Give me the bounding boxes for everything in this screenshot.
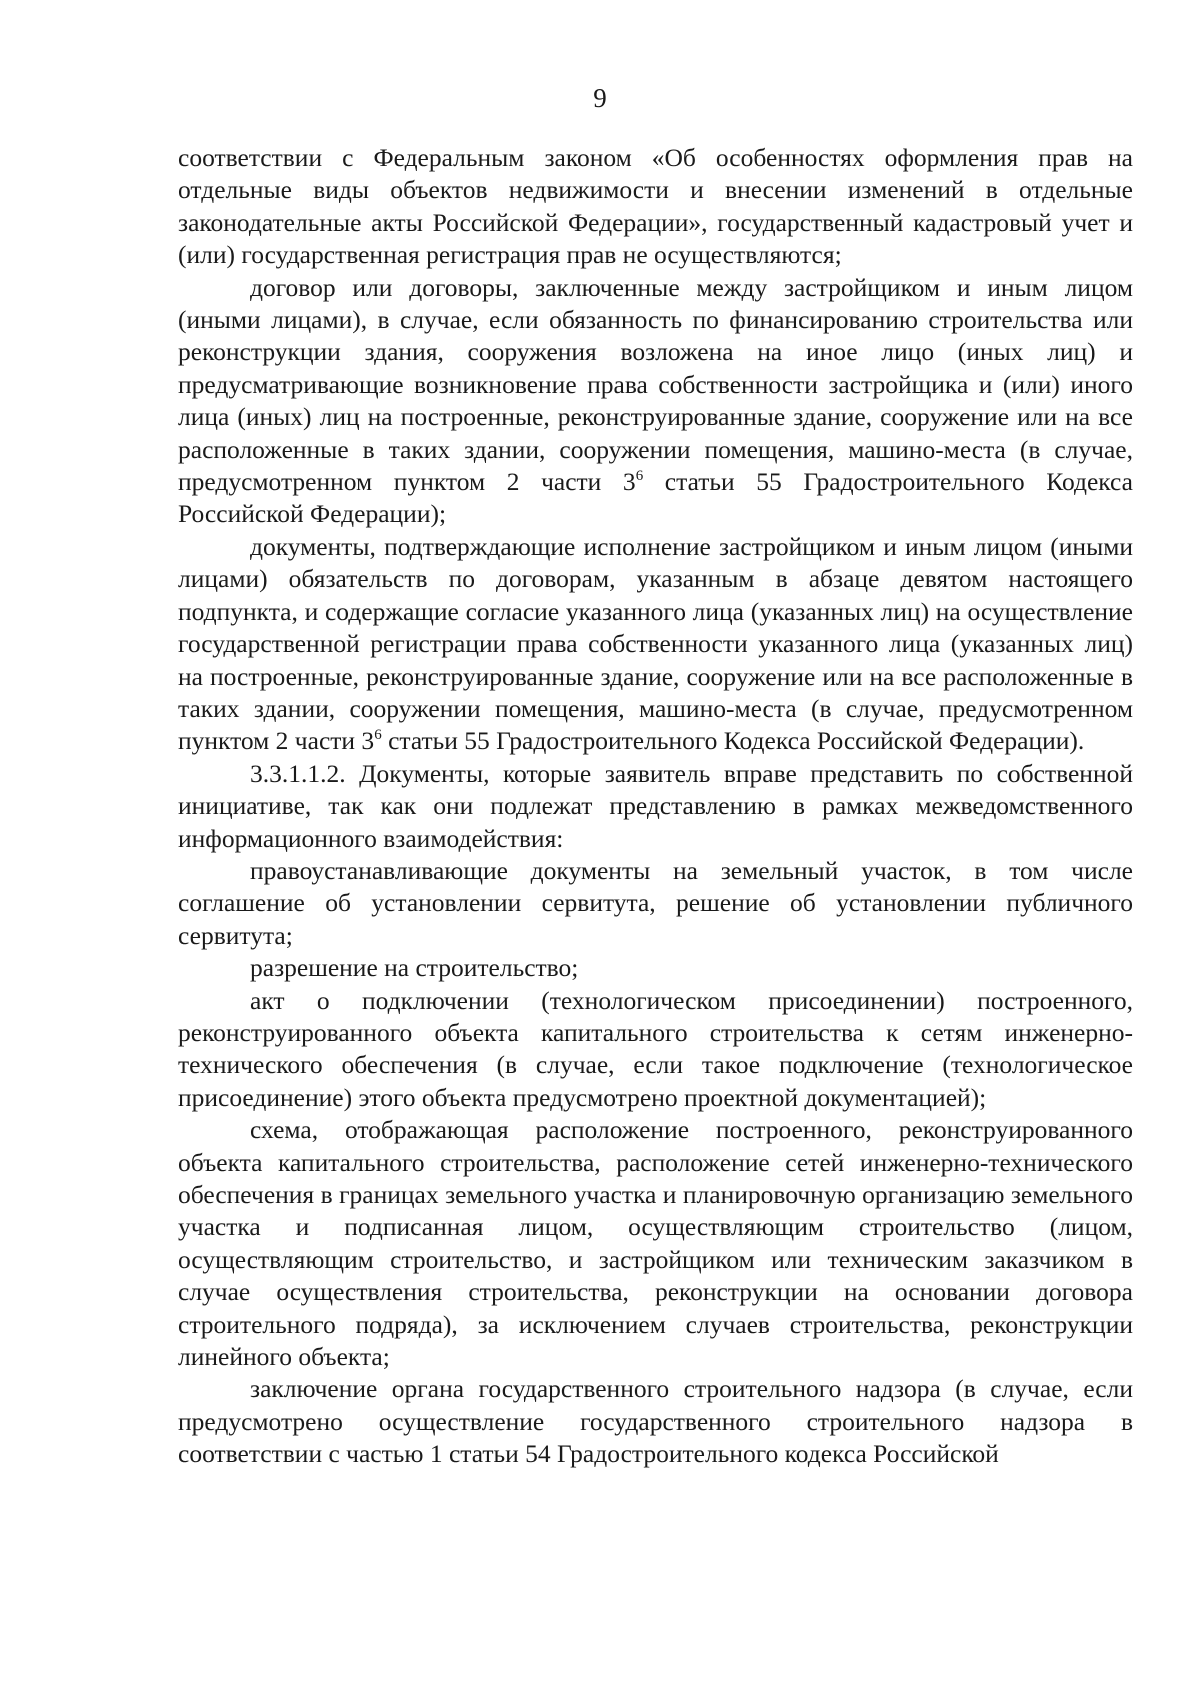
paragraph-continuation: соответствии с Федеральным законом «Об особенностях оформления прав на отдельные виды объектов недвижимости и внесении изменений в отдельные законодательные акты Российской Федерации», государственный кадастровый учет и (или) государственная регистрация прав не осуществляются; bbox=[178, 143, 1133, 270]
paragraph-supervision-conclusion: заключение органа государственного строительного надзора (в случае, если предусмотрено осуществление государственного строительного надзора в соответствии с частью 1 статьи 54 Градостроительного кодекса Российской bbox=[178, 1374, 1133, 1469]
paragraph-documents bbox=[178, 531, 1133, 758]
paragraph-building-permit: разрешение на строительство; bbox=[250, 953, 579, 983]
page-number: 9 bbox=[593, 83, 607, 113]
paragraph-text: статьи 55 Градостроительного Кодекса Российской Федерации); bbox=[178, 467, 1133, 529]
document-body bbox=[178, 142, 1133, 1471]
superscript: 6 bbox=[374, 727, 382, 744]
paragraph-text: договор или договоры, заключенные между застройщиком и иным лицом (иными лицами), в случае, если обязанность по финансированию строительства или реконструкции здания, сооружения возложена на иное лицо (иных лиц) и предусматривающие возникновение права собственности застройщика и (или) иного лица (иных) лиц на построенные, реконструированные здание, сооружение или на все расположенные в таких здании, сооружении помещения, машино-места (в случае, предусмотренном пунктом 2 части 3 bbox=[178, 272, 1133, 497]
paragraph-section-3-3-1-1-2: 3.3.1.1.2. Документы, которые заявитель вправе представить по собственной инициативе, так как они подлежат представлению в рамках межведомственного информационного взаимодействия: bbox=[178, 758, 1133, 853]
superscript: 6 bbox=[635, 468, 644, 485]
paragraph-contracts bbox=[178, 272, 1133, 531]
paragraph-text: статьи 55 Градостроительного Кодекса Российской Федерации). bbox=[381, 726, 1085, 756]
paragraph-connection-act: акт о подключении (технологическом присоединении) построенного, реконструированного объекта капитального строительства к сетям инженерно-технического обеспечения (в случае, если такое подключение (технологическое присоединение) этого объекта предусмотрено проектной документацией); bbox=[178, 985, 1133, 1112]
paragraph-land-documents: правоустанавливающие документы на земельный участок, в том числе соглашение об установлении сервитута, решение об установлении публичного сервитута; bbox=[178, 855, 1133, 950]
paragraph-scheme: схема, отображающая расположение построенного, реконструированного объекта капитального строительства, расположение сетей инженерно-технического обеспечения в границах земельного участка и планировочную организацию земельного участка и подписанная лицом, осуществляющим строительство (лицом, осуществляющим строительство, и застройщиком или техническим заказчиком в случае осуществления строительства, реконструкции на основании договора строительного подряда), за исключением случаев строительства, реконструкции линейного объекта; bbox=[178, 1115, 1133, 1372]
paragraph-text: документы, подтверждающие исполнение застройщиком и иным лицом (иными лицами) обязательств по договорам, указанным в абзаце девятом настоящего подпункта, и содержащие согласие указанного лица (указанных лиц) на осуществление государственной регистрации права собственности указанного лица (указанных лиц) на построенные, реконструированные здание, сооружение или на все расположенные в таких здании, сооружении помещения, машино-места (в случае, предусмотренном пунктом 2 части 3 bbox=[178, 531, 1133, 756]
